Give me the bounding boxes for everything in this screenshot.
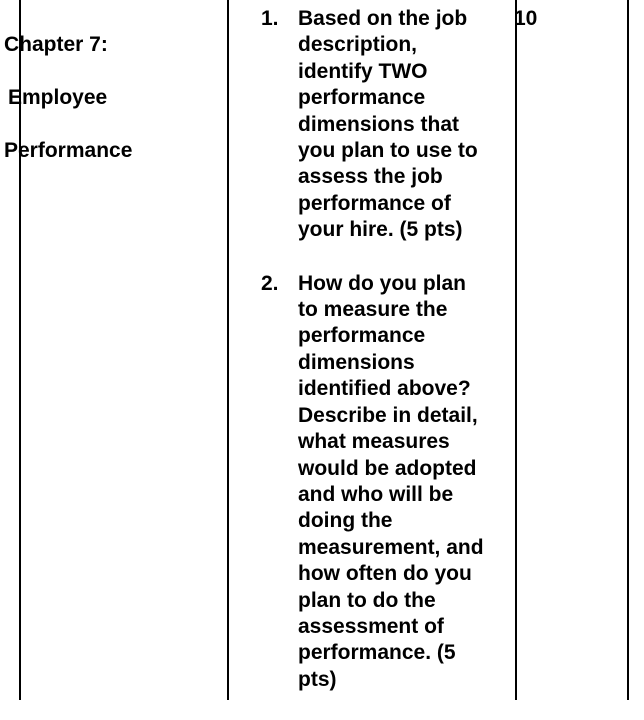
question-text: Based on the job description, identify TWO performance dimensions that you plan to use to assess the job performance of your hire. (5 pts) [298,7,478,242]
chapter-title-line: Chapter 7: [4,33,108,57]
question-item-1 [258,6,513,244]
points-cell: 10 [514,7,538,30]
table-border-right [627,0,629,700]
question-text: How do you plan to measure the performance dimensions identified above? Describe in detail, what measures would be adopted and who will be doing the measurement, and how often do you plan to do the assessment of performance. (5 pts) [298,271,484,691]
question-number: 2. [261,271,279,295]
question-list [258,6,513,720]
chapter-subtitle-line-1: Employee [8,86,108,110]
chapter-subtitle-line-2: Performance [4,139,133,163]
question-item-2 [258,271,513,694]
question-number: 1. [261,7,279,30]
table-divider-1 [227,0,229,700]
table-divider-2 [515,0,517,700]
chapter-cell [2,6,212,191]
